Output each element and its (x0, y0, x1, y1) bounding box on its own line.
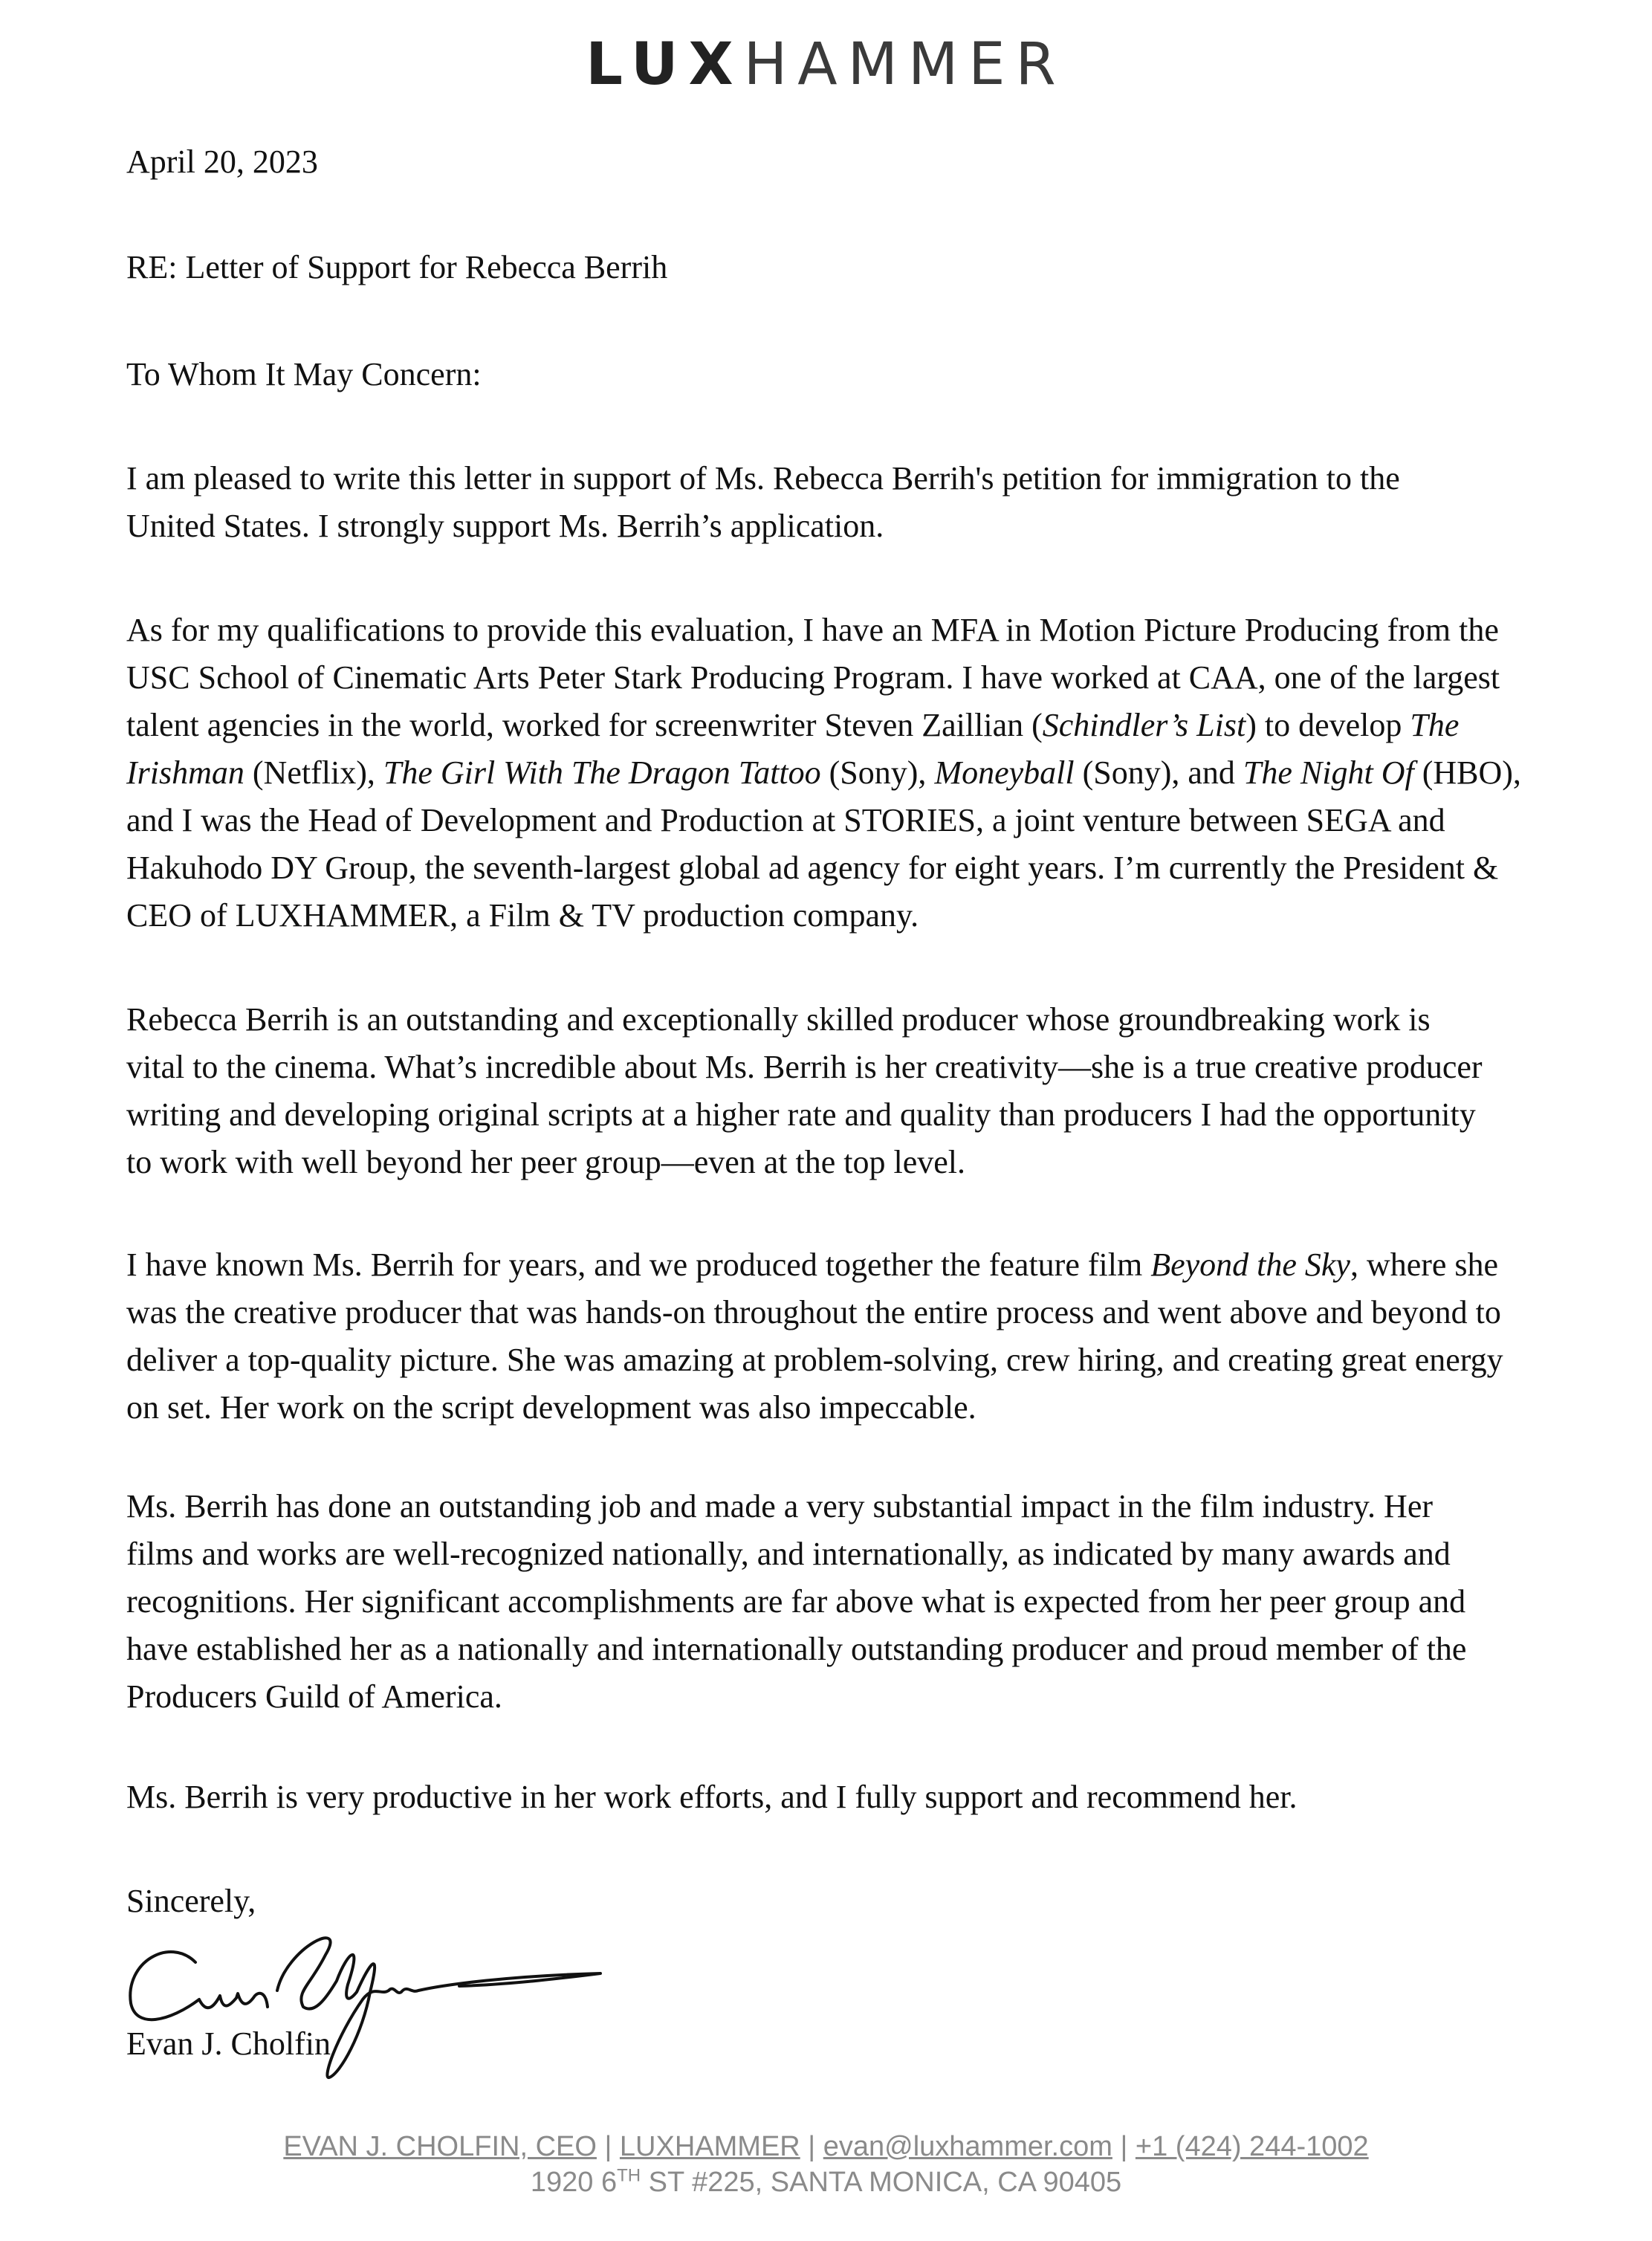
text: I have known Ms. Berrih for years, and we produced together the feature film (126, 1246, 1151, 1283)
footer-separator: | (800, 2131, 823, 2162)
text: As for my qualifications to provide this evaluation, I have an MFA in Motion Picture Producing from the USC School of Cinematic Arts Peter Stark Producing Program. I have worked at CAA, one of the largest talent agencies in the world, worked for screenwriter Steven Zaillian ( (126, 612, 1500, 743)
text: (Sony), and (1074, 754, 1243, 791)
footer-address (0, 2164, 1652, 2200)
company-logo (0, 31, 1652, 98)
letter-subject: RE: Letter of Support for Rebecca Berrih (126, 249, 668, 285)
text: ) to develop (1246, 707, 1410, 743)
text: (Netflix), (244, 754, 383, 791)
letter-date: April 20, 2023 (126, 143, 318, 180)
footer-name[interactable]: EVAN J. CHOLFIN, CEO (283, 2131, 597, 2162)
salutation: To Whom It May Concern: (126, 356, 482, 392)
film-title: Beyond the Sky (1150, 1246, 1350, 1283)
address-part: ST #225, SANTA MONICA, CA 90405 (641, 2167, 1122, 2198)
text: (HBO), and I was the Head of Development and Production at STORIES, a joint venture between SEGA and Hakuhodo DY Group, the seventh-largest global ad agency for eight years. I’m currently the President & CEO of LUXHAMMER, a Film & TV production company. (126, 754, 1521, 934)
signer-name: Evan J. Cholfin (126, 2025, 331, 2062)
paragraph-praise: Rebecca Berrih is an outstanding and exceptionally skilled producer whose groundbreaking work is vital to the cinema. What’s incredible about Ms. Berrih is her creativity—she is a true creative producer writing and developing original scripts at a higher rate and quality than producers I had the opportunity to work with well beyond her peer group—even at the top level. (126, 1001, 1483, 1180)
footer-phone-link[interactable]: +1 (424) 244-1002 (1135, 2131, 1369, 2162)
text: (Sony), (820, 754, 935, 791)
footer-separator: | (1112, 2131, 1136, 2162)
footer-company[interactable]: LUXHAMMER (619, 2131, 800, 2162)
address-part: 1920 6 (530, 2167, 618, 2198)
film-title: The Girl With The Dragon Tattoo (383, 754, 821, 791)
text: , where she was the creative producer that was hands-on throughout the entire process and went above and beyond to deliver a top-quality picture. She was amazing at problem-solving, crew hiring, and creating great energy on set. Her work on the script development was also impeccable. (126, 1246, 1503, 1426)
film-title: The Night Of (1243, 754, 1414, 791)
footer-separator: | (596, 2131, 620, 2162)
logo-lux: LUX (586, 31, 744, 98)
footer-email-link[interactable]: evan@luxhammer.com (823, 2131, 1112, 2162)
logo-hammer: HAMMER (743, 31, 1066, 98)
closing: Sincerely, (126, 1883, 256, 1919)
paragraph-recommendation: Ms. Berrih is very productive in her work efforts, and I fully support and recommend her. (126, 1779, 1298, 1815)
paragraph-collaboration (126, 1241, 1523, 1432)
paragraph-intro: I am pleased to write this letter in support of Ms. Rebecca Berrih's petition for immigration to the United States. I strongly support Ms. Berrih’s application. (126, 460, 1400, 544)
film-title: Moneyball (934, 754, 1075, 791)
film-title: Schindler’s List (1042, 707, 1246, 743)
footer-contact (0, 2129, 1652, 2164)
paragraph-impact: Ms. Berrih has done an outstanding job and made a very substantial impact in the film industry. Her films and works are well-recognized nationally, and internationally, as indicated by many awards and recognitions. Her significant accomplishments are far above what is expected from her peer group and have established her as a nationally and internationally outstanding producer and proud member of the Producers Guild of America. (126, 1488, 1467, 1715)
paragraph-qualifications (126, 607, 1523, 940)
address-superscript: TH (617, 2165, 641, 2186)
film-title: The Irishman (126, 707, 1460, 791)
